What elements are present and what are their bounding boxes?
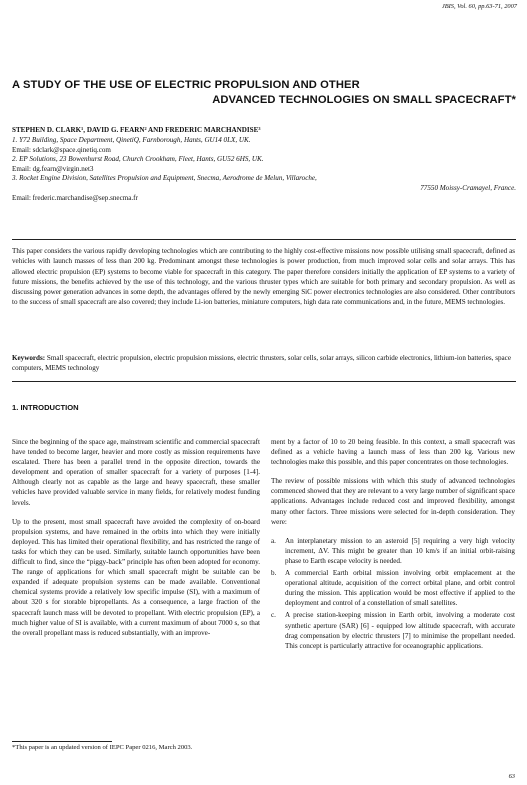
list-item (271, 610, 515, 650)
title-line-2: ADVANCED TECHNOLOGIES ON SMALL SPACECRAFT* (212, 94, 516, 106)
paragraph: The review of possible missions with which this study of advanced technologies commenced showed that they are relevant to a very large number of significant space applications. Advantages include reduced cost and improved flexibility, amongst many other factors. Three missions were selected for in-depth consideration. They were: (271, 477, 515, 526)
mission-list (271, 536, 515, 651)
keywords-label: Keywords: (12, 354, 46, 362)
list-item (271, 536, 515, 566)
page-number: 63 (508, 773, 515, 780)
divider-bottom (12, 381, 516, 382)
paragraph: ment by a factor of 10 to 20 being feasible. In this context, a small spacecraft was defined as a vehicle having a launch mass of less than 200 kg. Various new technologies make this possible, and this paper concentrates on those technologies. (271, 438, 515, 467)
affiliation-3-cont: 77550 Moissy-Cramayel, France. (420, 184, 516, 193)
left-column (12, 437, 260, 647)
abstract: This paper considers the various rapidly developing technologies which are contributing to the highly cost-effective missions now possible utilising small spacecraft, defined as vehicles with launch masses of less than 200 kg. Predominant amongst these technologies is power production, from much improved solar cells and solar arrays. This has allowed electric propulsion (EP) systems to become viable for spacecraft in this category. The paper therefore considers initially the application of EP systems to a variety of future missions, the benefits achieved by the use of this technology, and the various thruster types which are suitable for both primary and secondary propulsion. As well as discussing power generation advances in some depth, the advantages offered by the newly emerging SiC power electronics technologies are also considered. Other contributors to the success of small spacecraft are also covered; they include Li-ion batteries, miniature computers, high data rate communications and, in the future, MEMS technologies. (12, 247, 515, 307)
running-head: JBIS, Vol. 60, pp.63-71, 2007 (441, 3, 517, 10)
divider-top (12, 239, 516, 240)
list-mark: a. (271, 536, 276, 545)
affiliation-3: 3. Rocket Engine Division, Satellites Propulsion and Equipment, Snecma, Aerodrome de Melun, Villaroche, (12, 174, 317, 183)
email-1: Email: sdclark@space.qinetiq.com (12, 145, 111, 154)
paper-title (12, 78, 516, 108)
list-text: An interplanetary mission to an asteroid [5] requiring a very high velocity increment, ΔV. This might be greater than 10 km/s if an initial orbit-raising phase to Earth escape velocity is needed. (285, 536, 515, 565)
list-item (271, 568, 515, 608)
paragraph: Up to the present, most small spacecraft have avoided the complexity of on-board propulsion systems, and have remained in the orbits into which they were initially deployed. This has limited their operational flexibility, and has restricted the range of tasks for which they can be used. Similarly, suitable launch opportunities have been difficult to find, since the “piggy-back” principle has often been adopted for economy. The range of applications for which small spacecraft might be suitable can be expanded if adequate propulsion systems can be made available. Conventional chemical systems provide a relatively low specific impulse (SI), with a maximum of about 320 s for storable bipropellants. As a consequence, a large fraction of the spacecraft launch mass will be devoted to propellant. With electric propulsion (EP), a much higher value of SI is available, with a current maximum of about 7000 s, so that the overall propellant mass is reduced substantially, with an improve- (12, 517, 260, 637)
keywords-text: Small spacecraft, electric propulsion, electric propulsion missions, electric thrusters, solar cells, solar arrays, silicon carbide electronics, lithium-ion batteries, space computers, MEMS technology (12, 354, 511, 373)
title-line-1: A STUDY OF THE USE OF ELECTRIC PROPULSION AND OTHER (12, 79, 360, 91)
list-text: A commercial Earth orbital mission involving orbit emplacement at the operational altitude, acquisition of the correct orbital plane, and orbit control during the mission. This application would be most effective if applied to the deployment and control of a constellation of small satellites. (285, 569, 515, 608)
keywords (12, 353, 515, 374)
list-text: A precise station-keeping mission in Earth orbit, involving a moderate cost synthetic aperture (SAR) [6] - equipped low altitude spacecraft, with accurate drag compensation by electric thrusters [7] to minimise the propellant needed. This concept is particularly attractive for oceanographic applications. (285, 611, 515, 650)
right-column (271, 437, 515, 653)
list-mark: b. (271, 569, 277, 578)
author-block (12, 126, 516, 203)
paragraph: Since the beginning of the space age, mainstream scientific and commercial spacecraft have tended to become larger, heavier and more costly as mission requirements have escalated. There has been a parallel trend in the opposite direction, towards the development and operation of smaller spacecraft for a variety of purposes [1-4]. Although clearly not as capable as the large and heavy spacecraft, these smaller vehicles have provided valuable service in many fields, for relatively modest funding levels. (12, 438, 260, 507)
footnote: *This paper is an updated version of IEPC Paper 0216, March 2003. (12, 744, 193, 751)
author-names: STEPHEN D. CLARK¹, DAVID G. FEARN² AND FREDERIC MARCHANDISE³ (12, 126, 261, 134)
section-heading: 1. INTRODUCTION (12, 403, 79, 412)
affiliation-1: 1. Y72 Building, Space Department, QinetiQ, Farnborough, Hants, GU14 0LX, UK. (12, 136, 251, 145)
list-mark: c. (271, 611, 276, 620)
email-2: Email: dg.fearn@virgin.net3 (12, 164, 94, 173)
email-3: Email: frederic.marchandise@sep.snecma.fr (12, 193, 138, 202)
footnote-rule (12, 741, 112, 742)
affiliation-2: 2. EP Solutions, 23 Bowenhurst Road, Church Crookham, Fleet, Hants, GU52 6HS, UK. (12, 155, 264, 164)
